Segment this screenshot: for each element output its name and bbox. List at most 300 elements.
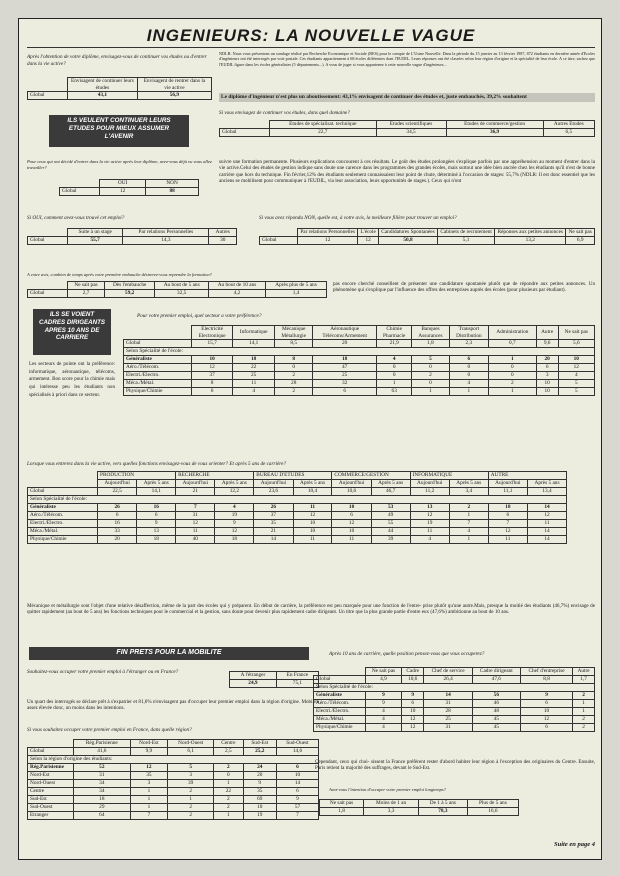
table-cell: 46 xyxy=(472,700,520,708)
q7-global: 1,8 xyxy=(412,340,449,348)
q11-rows xyxy=(314,692,595,732)
table-cell: 2 xyxy=(214,796,243,804)
column-header: Après 5 ans xyxy=(215,480,254,488)
q4-header: Suite à un stage xyxy=(68,229,123,237)
table-cell: 5 xyxy=(168,764,214,772)
title-rule xyxy=(27,47,595,48)
table-cell: 8 xyxy=(192,380,233,388)
row-label: Global xyxy=(28,237,68,245)
table-cell: 5 xyxy=(558,380,594,388)
q12-header: De 1 à 5 ans xyxy=(419,800,468,808)
table-cell: 31 xyxy=(176,512,215,520)
q11-question: Après 10 ans de carrière, quelle position pensez-vous que vous occuperez? xyxy=(329,651,485,657)
table-cell: 5 xyxy=(412,356,449,364)
column-header: Après 5 ans xyxy=(528,480,567,488)
table-cell: 24 xyxy=(243,764,276,772)
table-cell: 16 xyxy=(137,504,176,512)
table-cell: 11 xyxy=(233,380,275,388)
table-cell: 9 xyxy=(401,692,423,700)
table-cell: 20 xyxy=(243,772,276,780)
table-cell: 10 xyxy=(243,804,276,812)
table-cell: 6 xyxy=(488,512,527,520)
row-label: Aéro./Télécom. xyxy=(314,700,366,708)
table-cell: 31 xyxy=(424,724,472,732)
global-value: 13,4 xyxy=(528,488,567,496)
row-label: Electri./Electro. xyxy=(124,372,192,380)
column-header: Cadre xyxy=(401,668,423,676)
table-cell: 40 xyxy=(176,536,215,544)
table-cell: 6 xyxy=(313,388,377,396)
q6-value: 4,2 xyxy=(208,290,265,298)
q2-header: Autres Etudes xyxy=(543,121,594,129)
table-cell: 10 xyxy=(401,708,423,716)
table-cell: 14 xyxy=(528,536,567,544)
q6-value: 2,7 xyxy=(68,290,105,298)
column-header: Cadre dirigeant xyxy=(472,668,520,676)
table-cell: 21 xyxy=(254,528,293,536)
q9-header: En France xyxy=(276,672,318,680)
table-cell: 14 xyxy=(528,528,567,536)
row-label: Physique/Chimie xyxy=(28,536,98,544)
q2-question: Si vous envisagez de continuer vos études, dans quel domaine? xyxy=(219,110,350,116)
table-cell: 3 xyxy=(130,780,167,788)
table-cell: 25 xyxy=(313,372,377,380)
row-label: Global xyxy=(28,748,74,756)
row-label: Global xyxy=(28,290,68,298)
table-cell: 31 xyxy=(74,772,131,780)
table-cell: 20 xyxy=(536,356,558,364)
q7-question: Pour votre premier emploi, quel secteur a votre préférence? xyxy=(137,313,262,319)
q5-header: Réponses aux petites annonces xyxy=(495,229,566,237)
table-row xyxy=(28,804,319,812)
q11-table xyxy=(313,667,595,732)
row-label: Rég.Parisienne xyxy=(28,764,74,772)
table-cell: 4 xyxy=(377,356,412,364)
table-cell: 44 xyxy=(371,528,410,536)
table-row xyxy=(314,724,595,732)
table-cell: 18 xyxy=(137,536,176,544)
table-cell: 64 xyxy=(74,812,131,820)
box-continue-studies: ILS VEULENT CONTINUER LEURS ETUDES POUR MIEUX ASSUMER L'AVENIR xyxy=(49,115,189,147)
q9-question: Souhaitez-vous occuper votre premier emploi à l'étranger ou en France? xyxy=(27,669,179,675)
row-label: Physique/Chimie xyxy=(124,388,192,396)
q7-global: 21,9 xyxy=(377,340,412,348)
table-cell: 1 xyxy=(130,788,167,796)
q5-header: Cabinets de recrutement xyxy=(438,229,495,237)
table-cell: 37 xyxy=(254,512,293,520)
q5-value: 13,2 xyxy=(495,237,566,245)
table-cell: 1 xyxy=(214,812,243,820)
table-cell: 2 xyxy=(168,788,214,796)
table-cell: 12 xyxy=(293,512,332,520)
table-cell: 8 xyxy=(275,356,313,364)
table-cell: 1 xyxy=(214,780,243,788)
q6-header: Dès l'embauche xyxy=(105,282,155,290)
table-cell: 4 xyxy=(233,388,275,396)
table-cell: 1 xyxy=(377,380,412,388)
table-cell: 1 xyxy=(573,700,595,708)
table-cell: 19 xyxy=(215,512,254,520)
sub-label: Selon Spécialité de l'école: xyxy=(124,348,595,356)
table-cell: 18 xyxy=(74,796,131,804)
q7-header: Administration xyxy=(489,326,537,340)
row-label: Aéro./Télécom. xyxy=(124,364,192,372)
table-cell: 1 xyxy=(168,796,214,804)
row-label: Aéro./Télécom. xyxy=(28,512,98,520)
table-row xyxy=(314,700,595,708)
table-cell: 33 xyxy=(98,528,137,536)
table-cell: 9 xyxy=(243,780,276,788)
table-cell: 39 xyxy=(371,536,410,544)
q3-header: OUI xyxy=(100,180,146,188)
sub-label: Selon Spécialité de l'école: xyxy=(28,496,567,504)
table-cell: 10 xyxy=(293,520,332,528)
q1-question: Après l'obtention de votre diplôme, envisagez-vous de continuer vos études ou d'entrer dans la vie active? xyxy=(27,54,207,67)
page-title: INGENIEURS: LA NOUVELLE VAGUE xyxy=(146,26,476,45)
q9-header: A l'étranger xyxy=(230,672,277,680)
table-cell: 11 xyxy=(293,504,332,512)
table-cell: 0 xyxy=(489,372,537,380)
table-cell: 49 xyxy=(371,512,410,520)
table-cell: 37 xyxy=(192,372,233,380)
table-cell: 35 xyxy=(243,788,276,796)
table-cell: 6 xyxy=(276,764,318,772)
table-cell: 1 xyxy=(573,708,595,716)
table-cell: 26 xyxy=(254,504,293,512)
table-cell: 0 xyxy=(449,364,488,372)
row-label: Généraliste xyxy=(28,504,98,512)
row-label: Nord-Ouest xyxy=(28,780,74,788)
table-cell: 19 xyxy=(410,520,449,528)
table-cell: 6 xyxy=(192,388,233,396)
column-header: Rég.Parisienne xyxy=(74,740,131,748)
q5-table xyxy=(259,228,595,245)
q8-question: Lorsque vous entrerez dans la vie active, vers quelles fonctions envisagez-vous de vous orienter? Et après 5 ans de carrière? xyxy=(27,461,287,467)
row-label: Centre xyxy=(28,788,74,796)
table-row xyxy=(28,528,567,536)
table-cell: 14 xyxy=(254,536,293,544)
q7-global: 15,7 xyxy=(192,340,233,348)
column-header: Centre xyxy=(214,740,243,748)
q9-value: 75,1 xyxy=(276,680,318,688)
q7-header: Aéronautique Télécoms/Armement xyxy=(313,326,377,340)
table-row xyxy=(314,692,595,700)
q4-table xyxy=(27,228,237,245)
q2-value: 36,9 xyxy=(446,129,543,137)
table-cell: 10 xyxy=(536,380,558,388)
table-cell: 5 xyxy=(558,388,594,396)
q5-value: 12 xyxy=(358,237,379,245)
column-header: Après 5 ans xyxy=(137,480,176,488)
table-cell: 11 xyxy=(528,520,567,528)
column-header: Chef d'entreprise xyxy=(520,668,572,676)
row-label: Physique/Chimie xyxy=(314,724,366,732)
column-header: Aujourd'hui xyxy=(410,480,449,488)
paragraph-secteurs: Les secteurs de pointe ont la préférence: informatique, aéronautique, télécoms, armement. Bon score pour la chimie mais qui intéresse peu les étudiants non spécialisés à priori dans ce secteur. xyxy=(29,361,115,398)
table-cell: 34 xyxy=(74,788,131,796)
table-cell: 3 xyxy=(168,772,214,780)
q6-header: Après plus de 5 ans xyxy=(266,282,327,290)
q5-value: 6,9 xyxy=(566,237,595,245)
column-header: Après 5 ans xyxy=(449,480,488,488)
q6-value: 1,4 xyxy=(266,290,327,298)
row-label: Sud-Ouest xyxy=(28,804,74,812)
table-cell: 6 xyxy=(98,512,137,520)
table-cell: 0 xyxy=(412,364,449,372)
q6-value: 59,2 xyxy=(105,290,155,298)
table-cell: 10 xyxy=(536,388,558,396)
global-value: 6,1 xyxy=(168,748,214,756)
q7-rows xyxy=(124,356,595,396)
q10-question: Si vous souhaitez occuper votre premier emploi en France, dans quelle région? xyxy=(27,727,192,733)
table-cell: 13 xyxy=(137,528,176,536)
row-label: Global xyxy=(28,488,98,496)
q5-header: L'école xyxy=(358,229,379,237)
column-header: Nord-Ouest xyxy=(168,740,214,748)
table-cell: 4 xyxy=(449,380,488,388)
table-cell: 25 xyxy=(424,716,472,724)
q10-rows xyxy=(28,764,319,820)
q12-value: 78,3 xyxy=(419,808,468,816)
table-cell: 45 xyxy=(472,716,520,724)
table-row xyxy=(28,764,319,772)
table-cell: 10 xyxy=(192,356,233,364)
column-group-header: PRODUCTION xyxy=(98,472,176,480)
q8-table xyxy=(27,471,567,544)
table-cell: 22 xyxy=(233,364,275,372)
table-cell: 4 xyxy=(558,372,594,380)
q3-table xyxy=(59,179,199,196)
table-cell: 14 xyxy=(528,504,567,512)
table-cell: 4 xyxy=(366,724,402,732)
column-header: Autre xyxy=(573,668,595,676)
table-cell: 6 xyxy=(276,788,318,796)
q7-global: 14,1 xyxy=(233,340,275,348)
table-cell: 10 xyxy=(293,528,332,536)
table-cell: 63 xyxy=(377,388,412,396)
q5-value: 50,8 xyxy=(378,237,437,245)
table-cell: 9 xyxy=(276,796,318,804)
table-cell: 16 xyxy=(98,520,137,528)
q6-question: A votre avis, combien de temps après votre première embauche désirerez-vous reprendre la formation? xyxy=(27,272,212,277)
table-cell: 0 xyxy=(412,380,449,388)
column-group-header: BUREAU D'ETUDES xyxy=(254,472,332,480)
continued-note: Suite en page 4 xyxy=(554,841,595,848)
global-value: 1,7 xyxy=(573,676,595,684)
table-cell: 2 xyxy=(573,692,595,700)
global-value: 10,6 xyxy=(332,488,371,496)
table-cell: 6 xyxy=(332,512,371,520)
table-cell: 2 xyxy=(168,804,214,812)
q10-table xyxy=(27,739,319,820)
row-label: Global xyxy=(60,188,100,196)
table-cell: 4 xyxy=(366,708,402,716)
table-cell: 4 xyxy=(449,528,488,536)
table-row xyxy=(28,520,567,528)
table-cell: 10 xyxy=(332,528,371,536)
global-value: 12,2 xyxy=(215,488,254,496)
q5-value: 5,1 xyxy=(438,237,495,245)
table-cell: 14 xyxy=(276,780,318,788)
q5-value: 12 xyxy=(298,237,358,245)
q4-value: 55,7 xyxy=(68,237,123,245)
q12-header: Moins de 1 an xyxy=(364,800,419,808)
q5-header: Candidatures Spontanées xyxy=(378,229,437,237)
table-cell: 11 xyxy=(293,536,332,544)
row-label: Etranger xyxy=(28,812,74,820)
table-cell: 6 xyxy=(536,364,558,372)
row-label: Méca./Métal. xyxy=(28,528,98,536)
q7-header: Electricité Electronique xyxy=(192,326,233,340)
q12-value: 1,8 xyxy=(320,808,364,816)
table-row xyxy=(124,388,595,396)
table-row xyxy=(124,356,595,364)
q2-table xyxy=(219,120,595,137)
q1-table xyxy=(27,77,212,100)
table-cell: 9 xyxy=(366,692,402,700)
table-cell: 2 xyxy=(489,380,537,388)
table-cell: 2 xyxy=(168,812,214,820)
table-cell: 2 xyxy=(214,764,243,772)
table-cell: 20 xyxy=(98,536,137,544)
row-label: Généraliste xyxy=(314,692,366,700)
table-row xyxy=(28,512,567,520)
column-header: Sud-Est xyxy=(243,740,276,748)
table-cell: 7 xyxy=(130,812,167,820)
row-label: Global xyxy=(220,129,270,137)
table-cell: 12 xyxy=(401,716,423,724)
table-cell: 31 xyxy=(424,700,472,708)
table-cell: 11 xyxy=(332,536,371,544)
global-value: 3,4 xyxy=(449,488,488,496)
q6-header: Au bout de 5 ans xyxy=(155,282,209,290)
column-header: Aujourd'hui xyxy=(176,480,215,488)
table-cell: 35 xyxy=(254,520,293,528)
table-cell: 9 xyxy=(215,520,254,528)
q7-header: Autre xyxy=(536,326,558,340)
table-cell: 12 xyxy=(176,520,215,528)
table-cell: 12 xyxy=(488,528,527,536)
q1-header: Envisagent de continuer leurs études xyxy=(68,78,138,92)
table-row xyxy=(124,380,595,388)
q12-question: Avez-vous l'intention d'occuper votre premier emploi longtemps? xyxy=(329,787,446,792)
table-cell: 9 xyxy=(366,700,402,708)
q6-table xyxy=(27,281,327,298)
q7-header: Ne sait pas xyxy=(558,326,594,340)
row-label: Généraliste xyxy=(124,356,192,364)
table-cell: 10 xyxy=(276,772,318,780)
q5-header: Par relations Personnelles xyxy=(298,229,358,237)
column-header: Sud-Ouest xyxy=(276,740,318,748)
paragraph-candidature: pas encore cherché conseillent de présenter une candidature spontanée plutôt que de répondre aux petites annonces. Un phénomène qui s'explique par l'influence des offres des entreprises auprès des écoles (pour plusieurs par étudiant). xyxy=(333,281,595,294)
table-cell: 2 xyxy=(275,372,313,380)
table-cell: 22 xyxy=(214,788,243,796)
table-cell: 26 xyxy=(98,504,137,512)
table-cell: 11 xyxy=(176,528,215,536)
global-value: 4,9 xyxy=(366,676,402,684)
table-cell: 1 xyxy=(489,356,537,364)
q2-value: 6,5 xyxy=(543,129,594,137)
paragraph-regions: Cependant, ceux qui choi- sissent la France préfèrent rester d'abord habiter leur région à l'exception des originaires du Centre. Ensuite, Paris retient la majorité des suffrages, devant le Sud-Est. xyxy=(315,759,595,772)
q12-value: 16,6 xyxy=(467,808,518,816)
table-cell: 1 xyxy=(130,796,167,804)
table-cell: 0 xyxy=(377,372,412,380)
table-cell: 6 xyxy=(137,512,176,520)
column-header: Aujourd'hui xyxy=(98,480,137,488)
q5-header: Ne sait pas xyxy=(566,229,595,237)
q7-table xyxy=(123,325,595,396)
table-cell: 10 xyxy=(520,708,572,716)
lead-text: Le diplôme d'ingénieur n'est plus un aboutissement: 43,1% envisagent de continuer des études et, juste embauchés, 39,2% souhaitent xyxy=(219,93,595,102)
table-row xyxy=(124,364,595,372)
column-group-header: INFORMATIQUE xyxy=(410,472,488,480)
row-label: Nord-Est xyxy=(28,772,74,780)
row-label: Electri./Electro. xyxy=(28,520,98,528)
q7-header: Chimie Pharmacie xyxy=(377,326,412,340)
q9-table xyxy=(229,671,319,688)
q12-header: Plus de 5 ans xyxy=(467,800,518,808)
table-cell: 7 xyxy=(276,812,318,820)
table-row xyxy=(28,772,319,780)
table-cell: 25 xyxy=(233,372,275,380)
table-cell: 28 xyxy=(275,380,313,388)
q1-value: 43,1 xyxy=(68,92,138,100)
table-cell: 52 xyxy=(74,764,131,772)
table-cell: 0 xyxy=(214,772,243,780)
global-value: 14,1 xyxy=(137,488,176,496)
column-header: Chef de service xyxy=(424,668,472,676)
table-cell: 12 xyxy=(528,512,567,520)
q4-value: 30 xyxy=(209,237,237,245)
table-cell: 6 xyxy=(449,356,488,364)
table-cell: 12 xyxy=(192,364,233,372)
table-cell: 48 xyxy=(472,708,520,716)
table-cell: 0 xyxy=(377,364,412,372)
global-value: 10,4 xyxy=(293,488,332,496)
table-cell: 18 xyxy=(215,536,254,544)
table-cell: 1 xyxy=(489,388,537,396)
q4-header: Autres xyxy=(209,229,237,237)
q3-header: NON xyxy=(146,180,199,188)
q3-question: Pour ceux qui ont décidé d'entrer dans la vie active après leur diplôme, avez-vous déjà vu vous allez travailler? xyxy=(27,159,212,170)
table-cell: 6 xyxy=(520,700,572,708)
table-cell: 47 xyxy=(313,364,377,372)
table-cell: 57 xyxy=(276,804,318,812)
table-cell: 28 xyxy=(424,708,472,716)
table-cell: 18 xyxy=(488,504,527,512)
table-cell: 2 xyxy=(275,388,313,396)
q12-value: 3,3 xyxy=(364,808,419,816)
global-value: 47,6 xyxy=(472,676,520,684)
q6-header: Au bout de 10 ans xyxy=(208,282,265,290)
table-cell: 9 xyxy=(137,520,176,528)
row-label: Global xyxy=(124,340,192,348)
table-cell: 12 xyxy=(332,520,371,528)
q7-global: 5,6 xyxy=(558,340,594,348)
row-label: Global xyxy=(314,676,366,684)
magazine-page xyxy=(18,18,602,860)
table-row xyxy=(28,812,319,820)
table-cell: 1 xyxy=(412,388,449,396)
table-cell: 6 xyxy=(520,724,572,732)
column-group-header: COMMERCE/GESTION xyxy=(332,472,410,480)
q7-header: Transport Distribution xyxy=(449,326,488,340)
table-cell: 12 xyxy=(130,764,167,772)
table-row xyxy=(28,788,319,796)
table-cell: 53 xyxy=(371,504,410,512)
table-cell: 4 xyxy=(410,536,449,544)
row-label: Global xyxy=(260,237,298,245)
